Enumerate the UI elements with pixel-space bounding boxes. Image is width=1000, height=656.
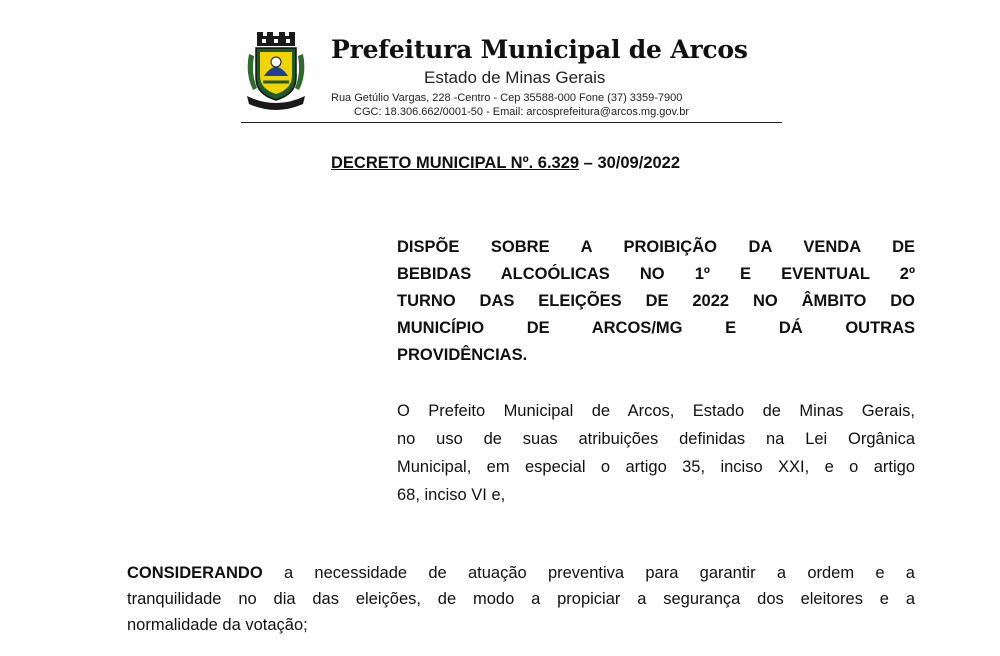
registration-email-line: CGC: 18.306.662/0001-50 - Email: arcosprefeitura@arcos.mg.gov.br: [354, 106, 690, 118]
summary-line: MUNICÍPIO DE ARCOS/MG E DÁ OUTRAS: [397, 319, 915, 337]
summary-line: TURNO DAS ELEIÇÕES DE 2022 NO ÂMBITO DO: [397, 292, 915, 310]
considerando-keyword: CONSIDERANDO: [127, 564, 263, 582]
preamble-paragraph: [397, 397, 915, 509]
decree-number: DECRETO MUNICIPAL Nº. 6.329: [331, 154, 580, 172]
considerando-text: a necessidade de atuação preventiva para garantir a ordem e a: [262, 564, 915, 582]
considerando-line: normalidade da votação;: [127, 616, 308, 634]
address-line: Rua Getúlio Vargas, 228 -Centro - Cep 35588-000 Fone (37) 3359-7900: [331, 92, 683, 104]
summary-line: PROVIDÊNCIAS.: [397, 346, 528, 364]
municipality-title: Prefeitura Municipal de Arcos: [331, 35, 748, 64]
preamble-line: no uso de suas atribuições definidas na Lei Orgânica: [397, 430, 915, 448]
letterhead-divider: [241, 122, 782, 123]
decree-date: – 30/09/2022: [579, 154, 681, 172]
considerando-paragraph: [127, 560, 915, 638]
considerando-line: tranquilidade no dia das eleições, de modo a propiciar a segurança dos eleitores e a: [127, 590, 915, 608]
summary-line: BEBIDAS ALCOÓLICAS NO 1º E EVENTUAL 2º: [397, 265, 915, 283]
state-name: Estado de Minas Gerais: [424, 68, 606, 87]
summary-line: DISPÕE SOBRE A PROIBIÇÃO DA VENDA DE: [397, 238, 915, 256]
considerando-line: [127, 560, 915, 586]
decree-title: [331, 154, 680, 173]
municipal-coat-of-arms-icon: [243, 30, 309, 110]
preamble-line: Municipal, em especial o artigo 35, inciso XXI, e o artigo: [397, 458, 915, 476]
decree-summary: [397, 234, 915, 369]
preamble-line: O Prefeito Municipal de Arcos, Estado de Minas Gerais,: [397, 402, 915, 420]
preamble-line: 68, inciso VI e,: [397, 486, 506, 504]
